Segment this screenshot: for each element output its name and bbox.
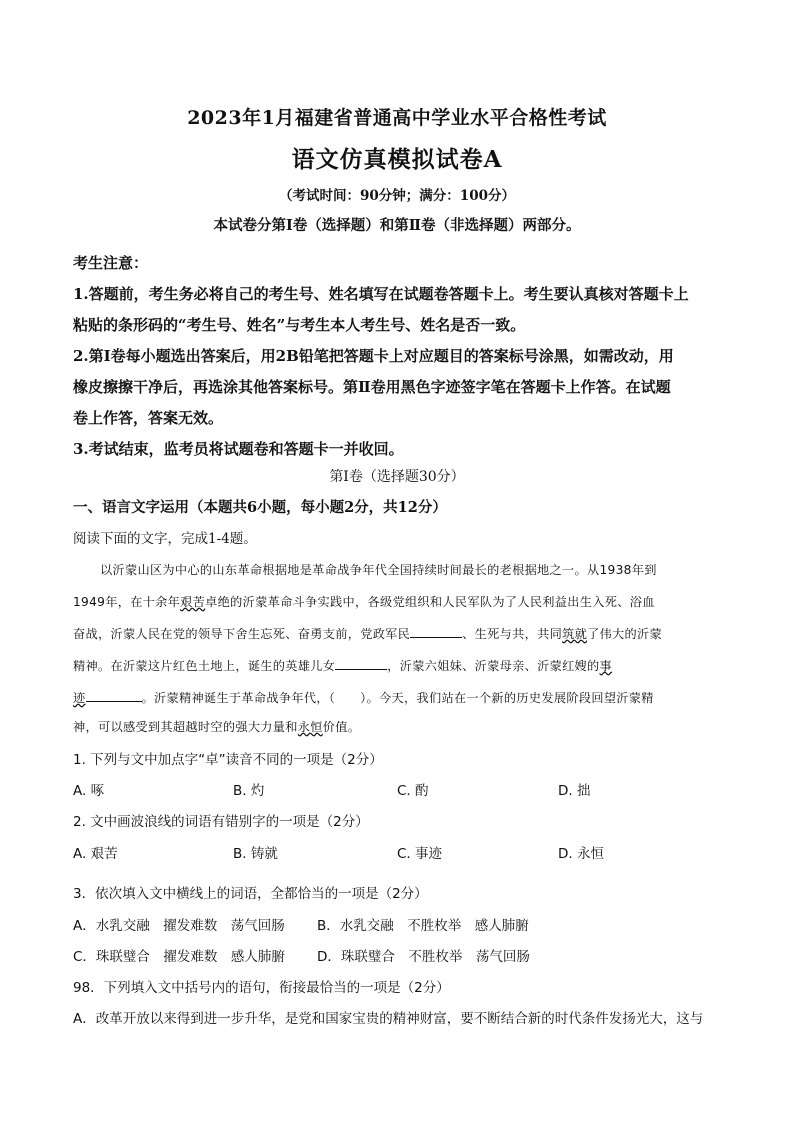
- notice-line: 1.答题前，考生务必将自己的考生号、姓名填写在试题卷答题卡上。考生要认真核对答题卡上: [73, 285, 689, 303]
- passage-line: [73, 718, 360, 735]
- passage-line: [73, 657, 612, 674]
- question-2-option-c: C. 事迹: [397, 846, 443, 862]
- question-1-stem: 1. 下列与文中加点字“卓”读音不同的一项是（2分）: [73, 752, 383, 768]
- question-2-option-b: B. 铸就: [233, 846, 278, 862]
- question-3-option-a: A．水乳交融 擢发难数 荡气回肠: [73, 918, 285, 934]
- exam-subtitle: 语文仿真模拟试卷A: [291, 146, 503, 173]
- fill-blank: [410, 625, 462, 638]
- exam-title: 2023年1月福建省普通高中学业水平合格性考试: [187, 107, 607, 129]
- question-2-stem: 2. 文中画波浪线的词语有错别字的一项是（2分）: [73, 814, 369, 830]
- passage-text: 。沂蒙精神诞生于革命战争年代，（ ）。今天，我们站在一个新的历史发展阶段回望沂蒙精: [141, 691, 654, 705]
- passage-text: 、生死与共，共同: [462, 627, 563, 641]
- fill-blank: [86, 689, 142, 702]
- reading-instruction: 阅读下面的文字，完成1-4题。: [73, 531, 257, 547]
- passage-text: 神，可以感受到其超越时空的强大力量和: [73, 720, 298, 734]
- notice-line: 2.第Ⅰ卷每小题选出答案后，用2B铅笔把答题卡上对应题目的答案标号涂黑，如需改动，用: [73, 347, 674, 365]
- question-1-option-d: D. 拙: [558, 783, 591, 799]
- question-3-option-b: B．水乳交融 不胜枚举 感人肺腑: [317, 918, 529, 934]
- wavy-underlined-word: 筑就: [562, 627, 588, 641]
- exam-time-info: （考试时间：90分钟；满分：100分）: [279, 188, 515, 204]
- wavy-underlined-word: 迹: [73, 691, 86, 705]
- fill-blank: [335, 657, 387, 670]
- wavy-underlined-word: 艰苦: [180, 595, 206, 609]
- question-2-option-a: A. 艰苦: [73, 846, 118, 862]
- notice-heading: 考生注意：: [73, 254, 149, 272]
- passage-text: 1949年，在十余年: [73, 595, 181, 609]
- passage-line: [100, 561, 657, 578]
- passage-text: 以沂蒙山区为中心的山东革命根据地是革命战争年代全国持续时间最长的老根据地之一。从1938年到: [100, 563, 657, 577]
- question-1-option-a: A. 啄: [73, 783, 105, 799]
- passage-text: 卓绝的沂蒙革命斗争实践中，各级党组织和人民军队为了人民利益出生入死、浴血: [205, 595, 655, 609]
- notice-line: 橡皮擦擦干净后，再选涂其他答案标号。第Ⅱ卷用黑色字迹签字笔在答题卡上作答。在试题: [73, 378, 671, 396]
- question-4-stem: 98．下列填入文中括号内的语句，衔接最恰当的一项是（2分）: [73, 980, 450, 996]
- part-heading: 一、语言文字运用（本题共6小题，每小题2分，共12分）: [73, 499, 447, 516]
- passage-text: 价值。: [322, 720, 361, 734]
- question-4-option-a: A．改革开放以来得到进一步升华，是党和国家宝贵的精神财富，要不断结合新的时代条件发扬光大，这与: [73, 1011, 704, 1027]
- question-1-option-c: C. 酌: [397, 783, 429, 799]
- question-3-option-d: D．珠联璧合 不胜枚举 荡气回肠: [317, 949, 530, 965]
- passage-text: 了伟大的沂蒙: [587, 627, 662, 641]
- question-3-stem: 3．依次填入文中横线上的词语，全都恰当的一项是（2分）: [73, 886, 428, 902]
- passage-text: ，沂蒙六姐妹、沂蒙母亲、沂蒙红嫂的: [387, 659, 600, 673]
- wavy-underlined-word: 永恒: [297, 720, 323, 734]
- notice-line: 粘贴的条形码的“考生号、姓名”与考生本人考生号、姓名是否一致。: [73, 316, 526, 334]
- notice-line: 3.考试结束，监考员将试题卷和答题卡一并收回。: [73, 440, 404, 458]
- passage-text: 奋战，沂蒙人民在党的领导下舍生忘死、奋勇支前，党政军民: [73, 627, 411, 641]
- question-3-option-c: C．珠联璧合 擢发难数 感人肺腑: [73, 949, 285, 965]
- question-2-option-d: D. 永恒: [558, 846, 604, 862]
- wavy-underlined-word: 事: [599, 659, 613, 673]
- notice-line: 卷上作答，答案无效。: [73, 409, 224, 427]
- question-1-option-b: B. 灼: [233, 783, 265, 799]
- passage-text: 精神。在沂蒙这片红色土地上，诞生的英雄儿女: [73, 659, 336, 673]
- section-title: 第Ⅰ卷（选择题30分）: [329, 469, 465, 485]
- passage-line: [73, 593, 655, 610]
- passage-line: [73, 689, 654, 706]
- exam-structure-note: 本试卷分第Ⅰ卷（选择题）和第Ⅱ卷（非选择题）两部分。: [213, 217, 581, 234]
- passage-line: [73, 625, 662, 642]
